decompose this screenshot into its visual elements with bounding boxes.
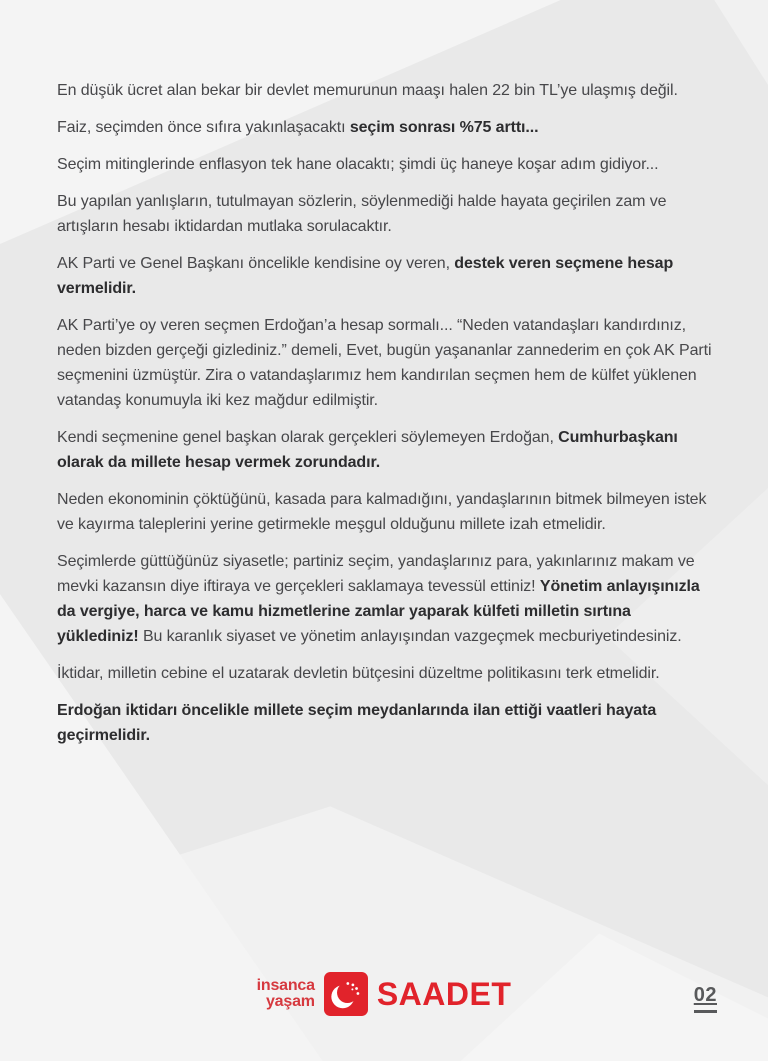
paragraph	[57, 251, 713, 301]
tagline-line1: insanca	[256, 977, 315, 994]
saadet-crescent-stars-icon	[324, 972, 368, 1016]
paragraph	[57, 152, 713, 177]
bold-text-segment: Yönetim anlayışınızla da vergiye, harca ve kamu hizmetlerine zamlar yaparak külfeti milletin sırtına yüklediniz!	[57, 578, 700, 645]
tagline-line2: yaşam	[265, 993, 315, 1010]
paragraph	[57, 78, 713, 103]
text-segment: Seçimlerde güttüğünüz siyasetle; partiniz seçim, yandaşlarınız para, yakınlarınız makam ve mevki kazansın diye iftiraya ve gerçekleri saklamaya tevessül ettiniz!	[57, 553, 695, 595]
brand-wordmark: SAADET	[376, 975, 512, 1012]
body-text	[57, 78, 713, 760]
paragraph	[57, 661, 713, 686]
page-number: 02	[694, 984, 717, 1013]
bold-text-segment: seçim sonrası %75 arttı...	[349, 119, 539, 136]
text-segment: Bu yapılan yanlışların, tutulmayan sözlerin, söylenmediği halde hayata geçirilen zam ve artışların hesabı iktidardan mutlaka sorulacaktır.	[57, 193, 667, 235]
text-segment: AK Parti’ye oy veren seçmen Erdoğan’a hesap sormalı... “Neden vatandaşları kandırdınız, neden bizden gerçeği gizlediniz.” demeli, Evet, bugün yaşananlar zannederim en çok AK Parti seçmenini üzmüştür. Zira o vatandaşlarımız hem kandırılan seçmen hem de külfet yüklenen vatandaş konumuyla iki kez mağdur edilmiştir.	[57, 317, 712, 409]
bold-text-segment: Erdoğan iktidarı öncelikle millete seçim meydanlarında ilan ettiği vaatleri hayata geçirmelidir.	[57, 702, 657, 744]
paragraph	[57, 425, 713, 475]
footer	[0, 972, 768, 1016]
text-segment: İktidar, milletin cebine el uzatarak devletin bütçesini düzeltme politikasını terk etmelidir.	[57, 665, 660, 682]
text-segment: Bu karanlık siyaset ve yönetim anlayışından vazgeçmek mecburiyetindesiniz.	[138, 628, 682, 645]
text-segment: AK Parti ve Genel Başkanı öncelikle kendisine oy veren,	[57, 255, 455, 272]
paragraph	[57, 698, 713, 748]
paragraph	[57, 549, 713, 649]
text-segment: En düşük ücret alan bekar bir devlet memurunun maaşı halen 22 bin TL’ye ulaşmış değil.	[57, 82, 678, 99]
text-segment: Seçim mitinglerinde enflasyon tek hane olacaktı; şimdi üç haneye koşar adım gidiyor...	[57, 156, 659, 173]
text-segment: Neden ekonominin çöktüğünü, kasada para kalmadığını, yandaşlarının bitmek bilmeyen istek ve kayırma taleplerini yerine getirmekle meşgul olduğunu millete izah etmelidir.	[57, 491, 707, 533]
bold-text-segment: Cumhurbaşkanı olarak da millete hesap vermek zorundadır.	[57, 429, 678, 471]
text-segment: Kendi seçmenine genel başkan olarak gerçekleri söylemeyen Erdoğan,	[57, 429, 559, 446]
paragraph	[57, 115, 713, 140]
paragraph	[57, 313, 713, 413]
paragraph	[57, 189, 713, 239]
bold-text-segment: destek veren seçmene hesap vermelidir.	[57, 255, 674, 297]
paragraph	[57, 487, 713, 537]
text-segment: Faiz, seçimden önce sıfıra yakınlaşacaktı	[57, 119, 350, 136]
tagline	[257, 978, 315, 1010]
